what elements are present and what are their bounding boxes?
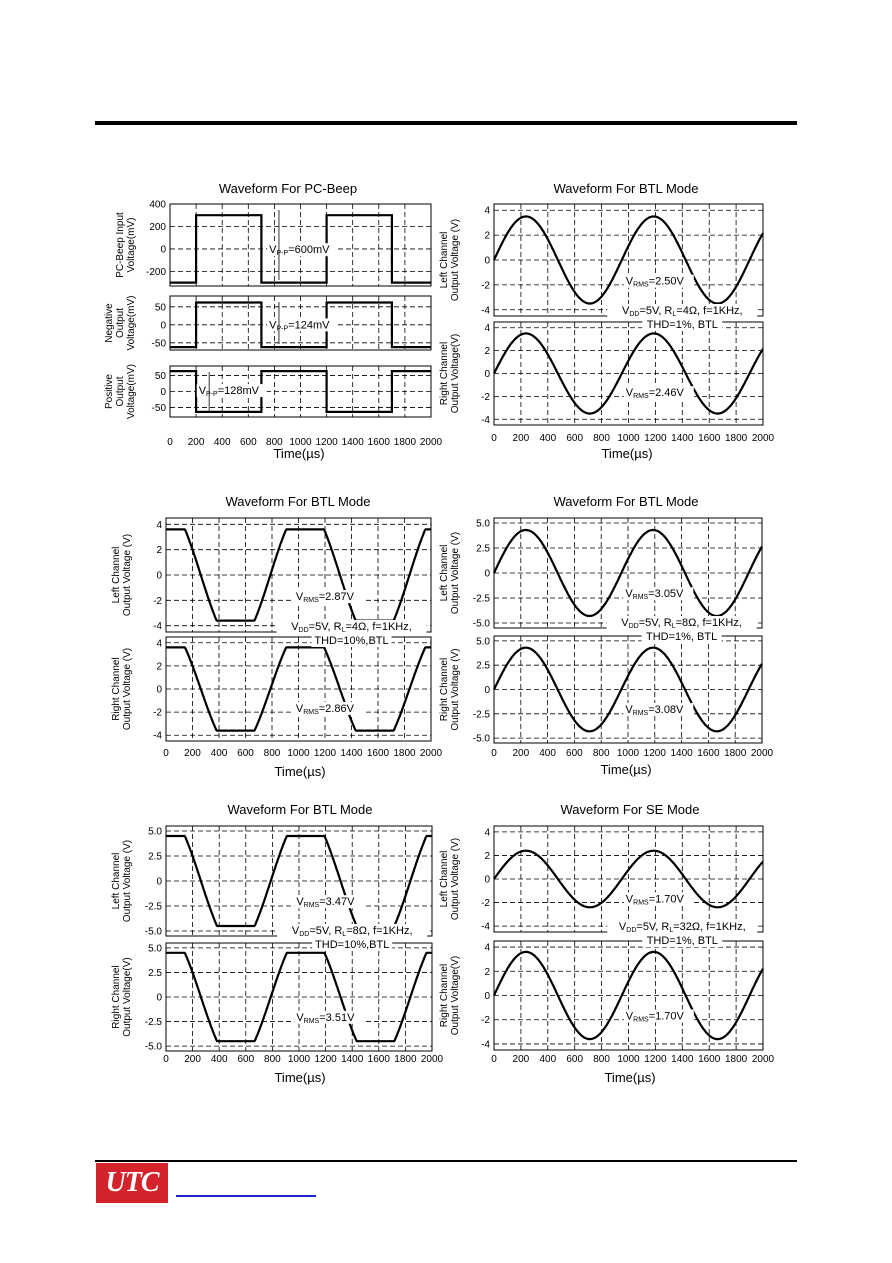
x-tick-label: 1600: [367, 1054, 390, 1065]
panel-1: [111, 518, 431, 632]
x-tick-label: 1000: [287, 1054, 311, 1065]
x-tick-label: 400: [210, 1054, 228, 1065]
y-tick-label: 4: [484, 323, 490, 335]
x-tick-label: 600: [566, 1054, 584, 1065]
y-tick-label: -4: [481, 921, 490, 933]
x-tick-label: 600: [237, 748, 254, 759]
y-axis-label: Right Channel: [439, 963, 450, 1028]
y-tick-label: 4: [156, 638, 162, 650]
condition-text: THD=1%, BTL: [646, 935, 718, 947]
chart-title: Waveform For BTL Mode: [227, 802, 373, 817]
x-axis-label: Time(µs): [604, 1070, 656, 1085]
annotation-text: VRMS=3.47V: [296, 896, 355, 910]
chart-c3: [111, 494, 443, 779]
panel-1: [439, 204, 763, 316]
chart-title: Waveform For SE Mode: [560, 802, 700, 817]
x-tick-label: 1200: [644, 1054, 667, 1065]
x-tick-label: 1600: [366, 748, 390, 759]
y-tick-label: -2.5: [472, 593, 490, 605]
x-tick-label: 600: [237, 1054, 255, 1065]
x-tick-label: 200: [512, 748, 530, 759]
y-tick-label: 0: [484, 685, 490, 696]
panel-1: [439, 518, 762, 630]
x-tick-label: 1400: [670, 748, 693, 759]
y-tick-label: 2.5: [148, 851, 162, 863]
x-tick-label: 0: [491, 433, 497, 444]
y-tick-label: 2: [156, 661, 162, 673]
x-tick-label: 200: [512, 433, 530, 444]
y-tick-label: -2: [481, 391, 490, 403]
y-tick-label: 4: [484, 827, 490, 839]
x-tick-label: 1400: [340, 748, 363, 759]
y-tick-label: -50: [151, 338, 166, 350]
y-tick-label: -2: [153, 595, 162, 607]
x-tick-label: 400: [539, 433, 557, 444]
y-tick-label: 2: [484, 230, 490, 242]
y-tick-label: 0: [160, 320, 166, 332]
y-axis-label: Voltage(mV): [126, 295, 137, 351]
footer-link-underline[interactable]: [176, 1195, 316, 1197]
x-tick-label: 0: [491, 1054, 497, 1065]
y-tick-label: 0: [156, 684, 162, 696]
y-tick-label: 5.0: [148, 826, 162, 838]
x-tick-label: 1600: [698, 433, 721, 444]
y-tick-label: 5.0: [476, 636, 490, 648]
condition-text: THD=1%, BTL: [645, 631, 718, 643]
x-tick-label: 1000: [289, 437, 312, 448]
y-tick-label: -4: [481, 1039, 490, 1051]
x-tick-label: 800: [266, 437, 283, 448]
x-tick-label: 1200: [314, 1054, 337, 1065]
x-axis-label: Time(µs): [274, 764, 326, 779]
y-axis-label: Output Voltage(V): [450, 333, 461, 414]
x-tick-label: 1800: [394, 1054, 417, 1065]
chart-title: Waveform For BTL Mode: [225, 494, 371, 509]
annotation-text: VP-P=128mV: [198, 385, 260, 399]
condition-text: VDD=5V, RL=4Ω, f=1KHz,: [621, 305, 743, 318]
condition-text: VDD=5V, RL=8Ω, f=1KHz,: [291, 925, 413, 938]
x-tick-label: 400: [213, 437, 231, 448]
y-tick-label: 0: [484, 991, 490, 1002]
y-axis-label: Output Voltage (V): [450, 218, 461, 302]
y-tick-label: 2.5: [148, 967, 162, 979]
x-tick-label: 2000: [751, 433, 775, 444]
panel-2: [439, 941, 763, 1050]
y-axis-label: Left Channel: [111, 852, 122, 910]
annotation-text: VRMS=3.08V: [625, 704, 684, 718]
annotation-text: VRMS=1.70V: [625, 1010, 684, 1024]
y-tick-label: -50: [151, 402, 166, 414]
y-tick-label: 400: [149, 199, 166, 211]
x-tick-label: 200: [184, 748, 201, 759]
x-axis-label: Time(µs): [273, 446, 325, 461]
y-axis-label: Output Voltage(V): [450, 955, 461, 1036]
y-tick-label: 0: [484, 874, 490, 886]
x-axis-label: Time(µs): [600, 762, 652, 777]
condition-text: VDD=5V, RL=32Ω, f=1KHz,: [618, 921, 746, 934]
x-tick-label: 1800: [393, 748, 416, 759]
x-tick-label: 800: [593, 433, 610, 444]
x-tick-label: 1400: [671, 433, 694, 444]
y-axis-label: Output Voltage (V): [450, 648, 461, 731]
x-tick-label: 1000: [287, 748, 310, 759]
x-tick-label: 1800: [393, 437, 417, 448]
chart-title: Waveform For BTL Mode: [553, 494, 699, 509]
y-tick-label: 4: [484, 205, 490, 217]
x-tick-label: 200: [187, 437, 205, 448]
y-tick-label: 5.0: [148, 943, 162, 955]
x-tick-label: 1200: [315, 437, 338, 448]
x-axis-label: Time(µs): [274, 1070, 326, 1085]
x-tick-label: 2000: [750, 748, 774, 759]
y-axis-label: Left Channel: [439, 231, 450, 289]
y-tick-label: 0: [484, 568, 490, 580]
panel-1: [439, 826, 763, 933]
x-tick-label: 0: [167, 437, 173, 448]
y-axis-label: Output: [115, 376, 126, 407]
y-axis-label: Voltage(mV): [126, 363, 137, 420]
y-tick-label: 0: [484, 369, 490, 380]
x-axis-label: Time(µs): [601, 446, 653, 461]
annotation-text: VP-P=600mV: [269, 244, 330, 258]
x-tick-label: 200: [512, 1054, 530, 1065]
chart-c2: [439, 181, 775, 461]
x-tick-label: 600: [566, 433, 584, 444]
chart-c6: [439, 802, 775, 1085]
y-tick-label: 0: [156, 992, 162, 1004]
y-axis-label: Negative: [104, 303, 115, 343]
panel-1: [115, 200, 431, 287]
y-tick-label: 50: [154, 371, 166, 383]
y-axis-label: Left Channel: [111, 546, 122, 604]
panel-2: [439, 636, 762, 745]
y-axis-label: Output Voltage (V): [122, 647, 133, 731]
y-tick-label: 4: [156, 519, 162, 531]
chart-c1: [104, 181, 443, 461]
x-tick-label: 1400: [671, 1054, 694, 1065]
x-tick-label: 0: [491, 748, 497, 759]
y-tick-label: -4: [481, 414, 490, 426]
y-tick-label: 0: [484, 255, 490, 267]
annotation-text: VRMS=2.87V: [295, 591, 354, 605]
y-tick-label: -5.0: [472, 733, 490, 745]
y-axis-label: Right Channel: [111, 965, 122, 1029]
y-tick-label: -2: [481, 280, 490, 292]
y-tick-label: 2: [484, 346, 490, 358]
y-tick-label: 2: [156, 545, 162, 557]
y-tick-label: 0: [156, 876, 162, 888]
x-tick-label: 1800: [724, 433, 748, 444]
x-tick-label: 1800: [724, 1054, 748, 1065]
y-axis-label: Positive: [104, 373, 115, 410]
condition-text: THD=10%,BTL: [314, 635, 389, 647]
annotation-text: VRMS=2.50V: [625, 275, 684, 289]
chart-title: Waveform For BTL Mode: [553, 181, 699, 196]
x-tick-label: 800: [264, 1054, 281, 1065]
y-axis-label: Output: [115, 307, 126, 339]
x-tick-label: 2000: [419, 748, 443, 759]
panel-1: [111, 826, 432, 938]
x-tick-label: 800: [263, 748, 281, 759]
x-tick-label: 1400: [341, 1054, 364, 1065]
y-tick-label: -2.5: [144, 1017, 162, 1029]
panel-2: [104, 295, 431, 350]
x-tick-label: 1000: [617, 1054, 640, 1065]
y-tick-label: -5.0: [472, 618, 490, 630]
x-tick-label: 200: [184, 1054, 201, 1065]
x-tick-label: 1000: [616, 748, 640, 759]
y-tick-label: 2.5: [476, 543, 490, 555]
annotation-text: VRMS=3.51V: [296, 1011, 355, 1025]
y-axis-label: PC-Beep Input: [115, 212, 126, 278]
condition-text: VDD=5V, RL=8Ω, f=1KHz,: [621, 617, 742, 630]
y-axis-label: Right Channel: [111, 657, 122, 721]
footer-rule: [95, 1160, 797, 1162]
y-axis-label: Output Voltage (V): [122, 839, 133, 923]
x-tick-label: 800: [593, 1054, 610, 1065]
x-tick-label: 1600: [697, 748, 720, 759]
x-tick-label: 1200: [313, 748, 337, 759]
y-tick-label: -4: [153, 621, 162, 633]
annotation-text: VP-P=124mV: [269, 319, 330, 333]
panel-3: [104, 364, 431, 419]
utc-logo: UTC: [96, 1163, 168, 1203]
x-tick-label: 1800: [724, 748, 747, 759]
y-tick-label: -2: [153, 707, 162, 719]
y-axis-label: Right Channel: [439, 657, 450, 722]
y-axis-label: Right Channel: [439, 341, 450, 406]
y-axis-label: Output Voltage (V): [450, 837, 461, 921]
y-tick-label: -5.0: [144, 926, 162, 938]
y-tick-label: -2: [481, 1015, 490, 1027]
x-tick-label: 1200: [644, 433, 667, 444]
condition-text: THD=1%, BTL: [646, 319, 718, 331]
y-tick-label: -4: [481, 305, 490, 317]
y-tick-label: 4: [484, 942, 490, 954]
y-axis-label: Voltage(mV): [126, 217, 137, 273]
x-tick-label: 400: [210, 748, 228, 759]
y-tick-label: 2: [484, 850, 490, 862]
x-tick-label: 1400: [341, 437, 364, 448]
chart-c5: [111, 802, 444, 1085]
y-tick-label: -2.5: [144, 901, 162, 913]
y-tick-label: 0: [156, 570, 162, 582]
chart-title: Waveform For PC-Beep: [218, 181, 358, 196]
y-tick-label: -4: [153, 730, 162, 742]
x-tick-label: 1200: [643, 748, 666, 759]
x-tick-label: 400: [539, 748, 556, 759]
y-axis-label: Output Voltage (V): [122, 533, 133, 617]
y-tick-label: 5.0: [476, 518, 490, 530]
y-tick-label: 50: [154, 302, 166, 314]
annotation-text: VRMS=1.70V: [625, 893, 684, 907]
x-tick-label: 600: [239, 437, 257, 448]
panel-2: [111, 637, 431, 742]
condition-text: VDD=5V, RL=4Ω, f=1KHz,: [291, 621, 412, 634]
x-tick-label: 1600: [367, 437, 390, 448]
x-tick-label: 2000: [751, 1054, 775, 1065]
y-tick-label: 0: [160, 244, 166, 256]
condition-text: THD=10%,BTL: [315, 939, 390, 951]
annotation-text: VRMS=3.05V: [625, 588, 684, 602]
annotation-text: VRMS=2.46V: [625, 387, 684, 401]
x-tick-label: 0: [163, 748, 169, 759]
y-tick-label: -2: [481, 898, 490, 910]
x-tick-label: 1600: [698, 1054, 721, 1065]
y-tick-label: 200: [149, 221, 166, 233]
y-axis-label: Left Channel: [439, 544, 450, 602]
chart-c4: [439, 494, 774, 777]
annotation-text: VRMS=2.86V: [295, 702, 354, 716]
x-tick-label: 1000: [617, 433, 640, 444]
y-tick-label: -200: [145, 266, 166, 278]
y-tick-label: -2.5: [472, 709, 490, 721]
panel-2: [111, 943, 432, 1053]
x-tick-label: 600: [566, 748, 583, 759]
x-tick-label: 800: [592, 748, 610, 759]
y-tick-label: 2: [484, 966, 490, 978]
y-axis-label: Output Voltage(V): [122, 957, 133, 1037]
y-axis-label: Left Channel: [439, 850, 450, 908]
y-axis-label: Output Voltage (V): [450, 531, 461, 615]
x-tick-label: 400: [539, 1054, 557, 1065]
x-tick-label: 2000: [420, 1054, 444, 1065]
y-tick-label: 2.5: [476, 660, 490, 672]
x-tick-label: 2000: [419, 437, 443, 448]
y-tick-label: 0: [160, 387, 166, 398]
y-tick-label: -5.0: [144, 1041, 162, 1053]
x-tick-label: 0: [163, 1054, 169, 1065]
panel-2: [439, 322, 763, 426]
